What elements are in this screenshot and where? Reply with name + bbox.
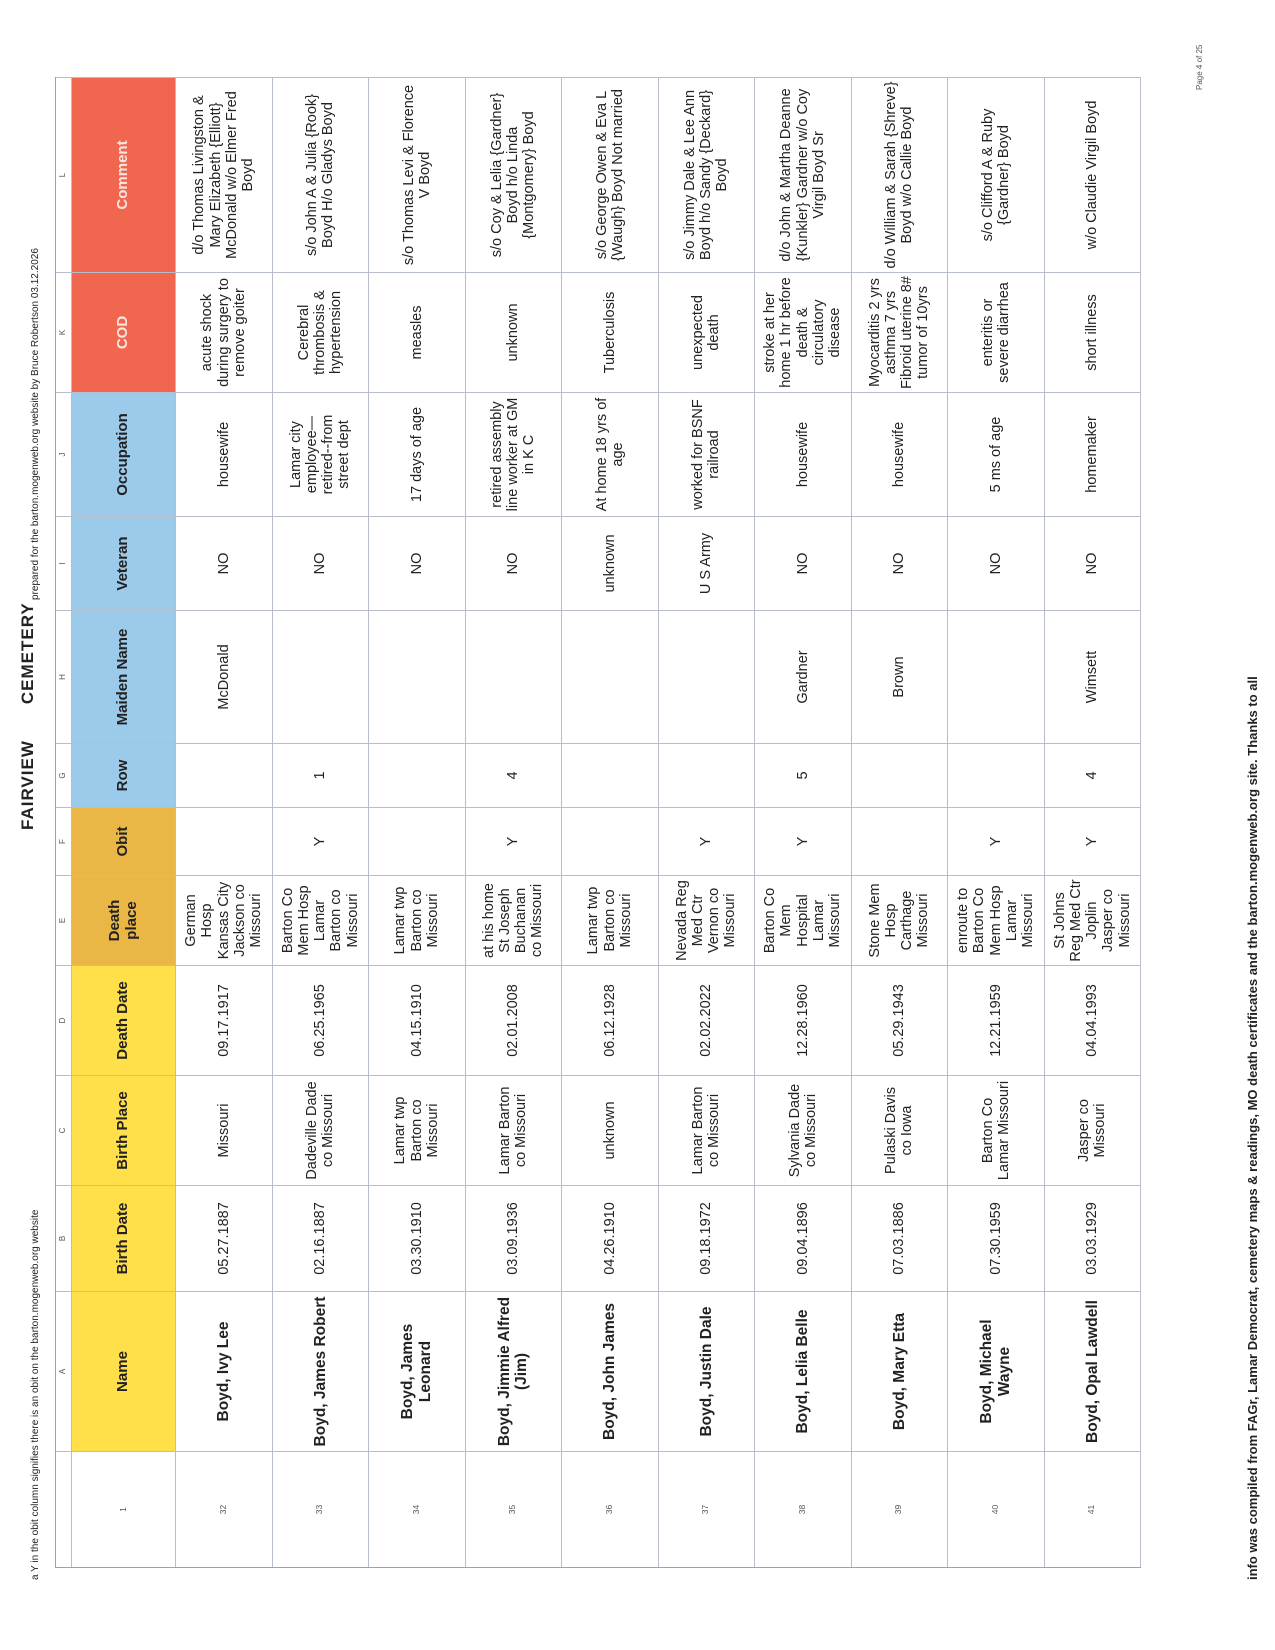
cell-veteran: NO [1045, 516, 1142, 610]
column-letter: E [56, 875, 72, 965]
cell-maiden: Gardner [755, 610, 852, 743]
cell-cod: unexpected death [659, 272, 756, 392]
column-letter: J [56, 392, 72, 516]
cell-death-date: 05.29.1943 [852, 965, 949, 1075]
cell-obit [176, 807, 273, 875]
cell-occupation: At home 18 yrs of age [562, 392, 659, 516]
header-cod: COD [72, 272, 176, 392]
cell-obit: Y [273, 807, 370, 875]
column-letter: F [56, 807, 72, 875]
cell-cod: short illness [1045, 272, 1142, 392]
header-obit: Obit [72, 807, 176, 875]
cell-birth-place: Pulaski Davis co Iowa [852, 1075, 949, 1185]
cell-name: Boyd, John James [562, 1291, 659, 1451]
cell-row: 4 [466, 743, 563, 807]
cell-death-place: German Hosp Kansas City Jackson co Missouri [176, 875, 273, 965]
cell-veteran: NO [176, 516, 273, 610]
cell-birth-date: 05.27.1887 [176, 1185, 273, 1291]
cell-veteran: NO [852, 516, 949, 610]
cell-name: Boyd, Ivy Lee [176, 1291, 273, 1451]
cell-comment: s/o George Owen & Eva L {Waugh} Boyd Not married [562, 77, 659, 272]
header-death-place: Death place [72, 875, 176, 965]
cell-birth-place: Missouri [176, 1075, 273, 1185]
cell-maiden [369, 610, 466, 743]
cell-row: 1 [273, 743, 370, 807]
cell-occupation: homemaker [1045, 392, 1142, 516]
title-word: FAIRVIEW [18, 740, 37, 830]
page-number: Page 4 of 25 [1195, 44, 1204, 90]
cell-birth-place: Lamar Barton co Missouri [466, 1075, 563, 1185]
row-number: 1 [72, 1451, 176, 1567]
cell-occupation: housewife [852, 392, 949, 516]
cell-comment: s/o John A & Julia {Rook} Boyd H/o Gladys Boyd [273, 77, 370, 272]
cell-birth-date: 02.16.1887 [273, 1185, 370, 1291]
cell-veteran: U S Army [659, 516, 756, 610]
cell-cod: acute shock during surgery to remove goiter [176, 272, 273, 392]
cell-birth-place: Lamar Barton co Missouri [659, 1075, 756, 1185]
title-word: CEMETERY [18, 602, 37, 705]
header-row: Row [72, 743, 176, 807]
cell-name: Boyd, Justin Dale [659, 1291, 756, 1451]
cell-maiden [562, 610, 659, 743]
row-number: 38 [755, 1451, 852, 1567]
column-letter: G [56, 743, 72, 807]
cell-comment: w/o Claudie Virgil Boyd [1045, 77, 1142, 272]
header-occupation: Occupation [72, 392, 176, 516]
cell-birth-place: Lamar twp Barton co Missouri [369, 1075, 466, 1185]
cell-birth-date: 03.09.1936 [466, 1185, 563, 1291]
obit-legend-note: a Y in the obit column signifies there is an obit on the barton.mogenweb.org website [30, 1209, 41, 1580]
row-number: 34 [369, 1451, 466, 1567]
cell-comment: s/o Coy & Lelia {Gardner} Boyd h/o Linda {Montgomery} Boyd [466, 77, 563, 272]
cell-row [948, 743, 1045, 807]
cemetery-table [55, 77, 1141, 1568]
cell-occupation: 17 days of age [369, 392, 466, 516]
corner-cell [56, 1451, 72, 1567]
cell-veteran: unknown [562, 516, 659, 610]
cell-comment: s/o Clifford A & Ruby {Gardner} Boyd [948, 77, 1045, 272]
cell-comment: d/o Thomas Livingston & Mary Elizabeth {Elliott} McDonald w/o Elmer Fred Boyd [176, 77, 273, 272]
row-number: 33 [273, 1451, 370, 1567]
cell-name: Boyd, Michael Wayne [948, 1291, 1045, 1451]
cell-row [176, 743, 273, 807]
cell-death-date: 12.28.1960 [755, 965, 852, 1075]
row-number: 36 [562, 1451, 659, 1567]
cell-death-place: Barton Co Mem Hosp Lamar Barton co Missouri [273, 875, 370, 965]
header-maiden: Maiden Name [72, 610, 176, 743]
cell-cod: unknown [466, 272, 563, 392]
cell-death-date: 06.12.1928 [562, 965, 659, 1075]
cell-death-place: enroute to Barton Co Mem Hosp Lamar Missouri [948, 875, 1045, 965]
row-number: 40 [948, 1451, 1045, 1567]
cell-death-place: Lamar twp Barton co Missouri [562, 875, 659, 965]
cell-row: 5 [755, 743, 852, 807]
column-letter: L [56, 77, 72, 272]
cell-veteran: NO [755, 516, 852, 610]
column-letter: I [56, 516, 72, 610]
column-letter: D [56, 965, 72, 1075]
cell-occupation: worked for BSNF railroad [659, 392, 756, 516]
cell-cod: measles [369, 272, 466, 392]
cell-birth-date: 09.04.1896 [755, 1185, 852, 1291]
cell-obit: Y [659, 807, 756, 875]
column-letter: B [56, 1185, 72, 1291]
cell-death-place: Stone Mem Hosp Carthage Missouri [852, 875, 949, 965]
cell-death-place: at his home St Joseph Buchanan co Missouri [466, 875, 563, 965]
row-number: 35 [466, 1451, 563, 1567]
cell-occupation: retired assembly line worker at GM in K C [466, 392, 563, 516]
cell-maiden [273, 610, 370, 743]
row-number: 37 [659, 1451, 756, 1567]
cell-comment: s/o Thomas Levi & Florence V Boyd [369, 77, 466, 272]
cell-birth-date: 03.30.1910 [369, 1185, 466, 1291]
cell-death-place: Barton Co Mem Hospital Lamar Missouri [755, 875, 852, 965]
cell-death-place: Nevada Reg Med Ctr Vernon co Missouri [659, 875, 756, 965]
cell-birth-date: 03.03.1929 [1045, 1185, 1142, 1291]
cell-birth-place: Barton Co Lamar Missouri [948, 1075, 1045, 1185]
cell-occupation: 5 ms of age [948, 392, 1045, 516]
cell-death-date: 02.01.2008 [466, 965, 563, 1075]
cell-cod: enteritis or severe diarrhea [948, 272, 1045, 392]
cell-veteran: NO [948, 516, 1045, 610]
header-birth-place: Birth Place [72, 1075, 176, 1185]
cell-death-date: 04.15.1910 [369, 965, 466, 1075]
cell-birth-place: Dadeville Dade co Missouri [273, 1075, 370, 1185]
cell-cod: Cerebral thrombosis & hypertension [273, 272, 370, 392]
cell-obit: Y [466, 807, 563, 875]
cell-birth-date: 07.03.1886 [852, 1185, 949, 1291]
cell-row [659, 743, 756, 807]
cell-row [852, 743, 949, 807]
cell-birth-place: unknown [562, 1075, 659, 1185]
credits-footer: info was compiled from FAGr, Lamar Democrat, cemetery maps & readings, MO death certificates and the barton.mogenweb.org site. Thanks to all [1245, 676, 1260, 1580]
cell-obit: Y [755, 807, 852, 875]
cell-veteran: NO [369, 516, 466, 610]
cell-death-place: St Johns Reg Med Ctr Joplin Jasper co Missouri [1045, 875, 1142, 965]
cell-birth-place: Sylvania Dade co Missouri [755, 1075, 852, 1185]
cell-name: Boyd, James Leonard [369, 1291, 466, 1451]
cell-death-date: 09.17.1917 [176, 965, 273, 1075]
cell-death-date: 04.04.1993 [1045, 965, 1142, 1075]
cell-obit: Y [1045, 807, 1142, 875]
cell-obit [562, 807, 659, 875]
header-veteran: Veteran [72, 516, 176, 610]
cell-death-date: 06.25.1965 [273, 965, 370, 1075]
column-letter: C [56, 1075, 72, 1185]
cell-obit: Y [948, 807, 1045, 875]
cell-obit [369, 807, 466, 875]
column-letter: A [56, 1291, 72, 1451]
cell-name: Boyd, James Robert [273, 1291, 370, 1451]
cell-comment: s/o Jimmy Dale & Lee Ann Boyd h/o Sandy {Deckard} Boyd [659, 77, 756, 272]
cell-birth-date: 09.18.1972 [659, 1185, 756, 1291]
cell-birth-place: Jasper co Missouri [1045, 1075, 1142, 1185]
cell-row [369, 743, 466, 807]
cell-veteran: NO [273, 516, 370, 610]
cell-comment: d/o John & Martha Deanne {Kunkler} Gardner w/o Coy Virgil Boyd Sr [755, 77, 852, 272]
cell-maiden [466, 610, 563, 743]
cell-maiden [659, 610, 756, 743]
cell-maiden: McDonald [176, 610, 273, 743]
cell-cod: stroke at her home 1 hr before death & circulatory disease [755, 272, 852, 392]
page-title [18, 566, 38, 830]
row-number: 39 [852, 1451, 949, 1567]
cell-death-date: 12.21.1959 [948, 965, 1045, 1075]
cell-name: Boyd, Jimmie Alfred (Jim) [466, 1291, 563, 1451]
cell-cod: Tuberculosis [562, 272, 659, 392]
cell-obit [852, 807, 949, 875]
cell-row [562, 743, 659, 807]
cell-maiden: Brown [852, 610, 949, 743]
cell-occupation: housewife [176, 392, 273, 516]
cell-occupation: Lamar city employee—retired--from street dept [273, 392, 370, 516]
cell-cod: Myocarditis 2 yrs asthma 7 yrs Fibroid uterine 8# tumor of 10yrs [852, 272, 949, 392]
cell-name: Boyd, Opal Lawdell [1045, 1291, 1142, 1451]
cell-maiden: Wimsett [1045, 610, 1142, 743]
column-letter: H [56, 610, 72, 743]
cell-death-date: 02.02.2022 [659, 965, 756, 1075]
cell-row: 4 [1045, 743, 1142, 807]
cell-death-place: Lamar twp Barton co Missouri [369, 875, 466, 965]
header-name: Name [72, 1291, 176, 1451]
header-death-date: Death Date [72, 965, 176, 1075]
header-comment: Comment [72, 77, 176, 272]
row-number: 32 [176, 1451, 273, 1567]
cell-occupation: housewife [755, 392, 852, 516]
cell-birth-date: 04.26.1910 [562, 1185, 659, 1291]
row-number: 41 [1045, 1451, 1142, 1567]
cell-name: Boyd, Lelia Belle [755, 1291, 852, 1451]
column-letter: K [56, 272, 72, 392]
header-birth-date: Birth Date [72, 1185, 176, 1291]
cell-birth-date: 07.30.1959 [948, 1185, 1045, 1291]
cell-name: Boyd, Mary Etta [852, 1291, 949, 1451]
cell-veteran: NO [466, 516, 563, 610]
cell-maiden [948, 610, 1045, 743]
cell-comment: d/o William & Sarah {Shreve} Boyd w/o Callie Boyd [852, 77, 949, 272]
prepared-by-note: prepared for the barton.mogenweb.org website by Bruce Robertson 03.12.2026 [30, 248, 41, 600]
